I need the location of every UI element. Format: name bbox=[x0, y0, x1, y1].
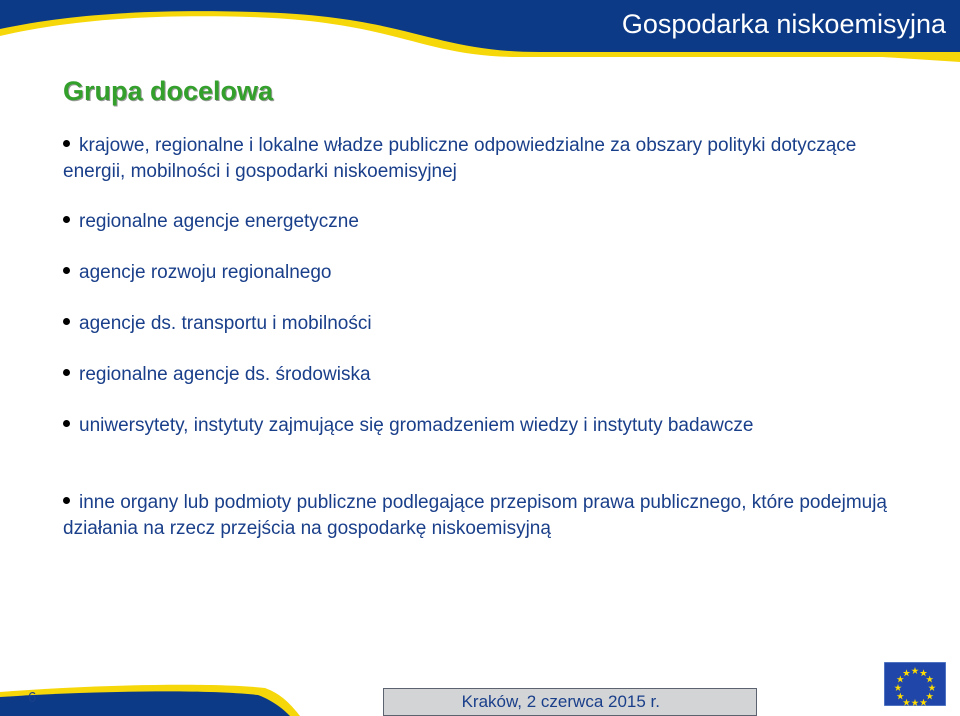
footer-date-box bbox=[383, 688, 757, 716]
bullet-dot-icon bbox=[63, 267, 70, 274]
list-item-text: inne organy lub podmioty publiczne podlegające przepisom prawa publicznego, które podejmują działania na rzecz przejścia na gospodarkę niskoemisyjną bbox=[63, 492, 888, 539]
list-item bbox=[63, 311, 913, 337]
page-number: 6 bbox=[28, 689, 37, 706]
bullet-dot-icon bbox=[63, 420, 70, 427]
footer-band bbox=[0, 680, 300, 716]
eu-flag-icon bbox=[884, 662, 946, 706]
list-item-text: krajowe, regionalne i lokalne władze publiczne odpowiedzialne za obszary polityki dotyczące energii, mobilności i gospodarki niskoemisyjnej bbox=[63, 135, 857, 182]
bullet-dot-icon bbox=[63, 216, 70, 223]
bullet-dot-icon bbox=[63, 369, 70, 376]
list-item-text: uniwersytety, instytuty zajmujące się gromadzeniem wiedzy i instytuty badawcze bbox=[79, 415, 754, 436]
list-item bbox=[63, 133, 913, 185]
bullet-dot-icon bbox=[63, 318, 70, 325]
list-item bbox=[63, 260, 913, 286]
list-item-text: regionalne agencje ds. środowiska bbox=[79, 364, 371, 385]
list-item bbox=[63, 209, 913, 235]
list-item bbox=[63, 362, 913, 388]
list-item-text: agencje ds. transportu i mobilności bbox=[79, 313, 372, 334]
section-heading: Grupa docelowa bbox=[63, 76, 274, 106]
list-item-text: regionalne agencje energetyczne bbox=[79, 211, 359, 232]
bullet-dot-icon bbox=[63, 497, 70, 504]
header-title: Gospodarka niskoemisyjna bbox=[621, 9, 946, 39]
list-item bbox=[63, 413, 803, 439]
list-item bbox=[63, 490, 903, 542]
footer-date: Kraków, 2 czerwca 2015 r. bbox=[461, 692, 660, 711]
bullet-dot-icon bbox=[63, 140, 70, 147]
list-item-text: agencje rozwoju regionalnego bbox=[79, 262, 332, 283]
